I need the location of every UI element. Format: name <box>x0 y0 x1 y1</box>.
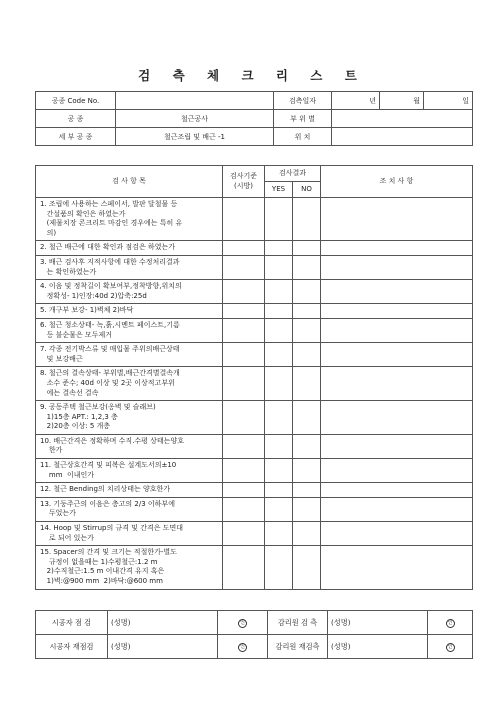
year-field[interactable]: 년 <box>332 92 380 110</box>
checklist-item-line: (제물치장 콘크리트 마감인 경우에는 특히 유 <box>40 219 183 228</box>
location-value[interactable] <box>332 128 473 146</box>
checklist-item-line: 9. 공동주택 철근보강(옹벽 및 슬래브) <box>40 403 156 412</box>
code-label: 공종 Code No. <box>36 92 116 110</box>
no-cell[interactable] <box>293 522 321 546</box>
contractor-check-label: 시공자 점 검 <box>36 611 108 635</box>
no-cell[interactable] <box>293 280 321 304</box>
day-field[interactable]: 일 <box>424 92 473 110</box>
seal-icon: 인 <box>446 619 455 628</box>
yes-cell[interactable] <box>265 367 293 401</box>
standard-cell[interactable] <box>223 198 265 241</box>
checklist-item-text <box>36 459 223 483</box>
standard-cell[interactable] <box>223 367 265 401</box>
yes-cell[interactable] <box>265 255 293 279</box>
no-cell[interactable] <box>293 459 321 483</box>
no-cell[interactable] <box>293 434 321 458</box>
checklist-header-row <box>36 166 473 182</box>
checklist-item-line: 8. 철근의 결속상태- 부위별,배근간격별결속개 <box>40 369 180 378</box>
action-cell[interactable] <box>321 546 473 589</box>
standard-header-line2: (시방) <box>234 181 253 190</box>
supervisor-inspect-name[interactable]: (성명) <box>328 611 428 635</box>
code-value[interactable] <box>116 92 274 110</box>
checklist-item-text <box>36 280 223 304</box>
yes-cell[interactable] <box>265 434 293 458</box>
part-label: 부 위 별 <box>274 110 332 128</box>
action-cell[interactable] <box>321 280 473 304</box>
checklist-item-line: 1)15층 APT.: 1,2,3 층 <box>40 412 118 421</box>
yes-cell[interactable] <box>265 546 293 589</box>
yes-cell[interactable] <box>265 343 293 367</box>
checklist-item-line: 12. 철근 Bending의 치리상태는 양호한가 <box>40 485 170 494</box>
checklist-item-line: 1. 조립에 사용하는 스페이서, 발판 달철물 등 <box>40 200 178 208</box>
page-title: 검 측 체 크 리 스 트 <box>138 68 366 83</box>
checklist-item-text <box>36 367 223 401</box>
checklist-item-text <box>36 304 223 319</box>
signature-row-second <box>36 635 473 659</box>
checklist-row <box>36 497 473 521</box>
checklist-item-text <box>36 318 223 342</box>
checklist-item-line: 4. 이음 및 정착길이 확보여부,정착방향,위치의 <box>40 282 182 291</box>
header-row-trade <box>36 110 473 128</box>
checklist-item-text <box>36 401 223 435</box>
standard-cell[interactable] <box>223 255 265 279</box>
supervisor-inspect-label: 감리원 검 측 <box>268 611 328 635</box>
contractor-recheck-label: 시공자 재점검 <box>36 635 108 659</box>
yes-cell[interactable] <box>265 497 293 521</box>
standard-cell[interactable] <box>223 546 265 589</box>
checklist-item-text <box>36 483 223 498</box>
header-row-subtrade <box>36 128 473 146</box>
yes-cell[interactable] <box>265 280 293 304</box>
checklist-item-line: 2)수직철근:1.5 m 이내간격 유지 혹은 <box>40 567 165 576</box>
supervisor-inspect-seal[interactable] <box>428 611 473 635</box>
standard-cell[interactable] <box>223 280 265 304</box>
checklist-item-text <box>36 497 223 521</box>
standard-cell[interactable] <box>223 304 265 319</box>
subtrade-value[interactable]: 철근조립 및 배근 -1 <box>116 128 274 146</box>
checklist-row <box>36 241 473 256</box>
checklist-item-line: 11. 철근상호간격 및 피복은 설계도서의±10 <box>40 461 177 470</box>
action-cell[interactable] <box>321 343 473 367</box>
trade-label: 공 종 <box>36 110 116 128</box>
yes-cell[interactable] <box>265 401 293 435</box>
yes-cell[interactable] <box>265 459 293 483</box>
checklist-item-line: 1)벽:@900 mm 2)바닥:@600 mm <box>40 577 163 585</box>
no-cell[interactable] <box>293 401 321 435</box>
checklist-item-text <box>36 241 223 256</box>
checklist-item-line: 14. Hoop 및 Stirrup의 규격 및 간격은 도면대 <box>40 524 184 533</box>
checklist-row <box>36 255 473 279</box>
checklist-item-line: 의) <box>40 228 57 237</box>
action-cell[interactable] <box>321 459 473 483</box>
no-cell[interactable] <box>293 367 321 401</box>
contractor-recheck-seal[interactable] <box>218 635 268 659</box>
no-cell[interactable] <box>293 304 321 319</box>
checklist-item-text <box>36 434 223 458</box>
action-cell[interactable] <box>321 255 473 279</box>
inspection-date-label: 검측일자 <box>274 92 332 110</box>
no-cell[interactable] <box>293 546 321 589</box>
signature-row-first <box>36 611 473 635</box>
checklist-item-text <box>36 522 223 546</box>
standard-column-header <box>223 166 265 198</box>
checklist-item-text <box>36 546 223 589</box>
yes-cell[interactable] <box>265 318 293 342</box>
checklist-item-line: 2. 철근 배근에 대한 확인과 점검은 하였는가 <box>40 243 175 252</box>
no-column-header: NO <box>293 182 321 198</box>
checklist-row <box>36 198 473 241</box>
checklist-table <box>35 165 473 590</box>
yes-cell[interactable] <box>265 198 293 241</box>
checklist-item-line: 등 불순물은 모두제거 <box>40 330 112 339</box>
action-cell[interactable] <box>321 304 473 319</box>
checklist-item-line: 두었는가 <box>40 509 76 518</box>
action-cell[interactable] <box>321 367 473 401</box>
checklist-row <box>36 343 473 367</box>
action-cell[interactable] <box>321 434 473 458</box>
standard-cell[interactable] <box>223 483 265 498</box>
standard-cell[interactable] <box>223 241 265 256</box>
standard-cell[interactable] <box>223 459 265 483</box>
checklist-item-line: 7. 각종 전기박스류 및 매입물 주위의배근상태 <box>40 345 180 354</box>
yes-cell[interactable] <box>265 522 293 546</box>
checklist-item-line: 13. 기둥주근의 이음은 층고의 2/3 이하부에 <box>40 499 175 508</box>
trade-value[interactable]: 철근공사 <box>116 110 274 128</box>
action-cell[interactable] <box>321 497 473 521</box>
signature-table <box>35 610 473 659</box>
yes-cell[interactable] <box>265 483 293 498</box>
standard-cell[interactable] <box>223 343 265 367</box>
standard-cell[interactable] <box>223 497 265 521</box>
standard-cell[interactable] <box>223 434 265 458</box>
standard-cell[interactable] <box>223 401 265 435</box>
no-cell[interactable] <box>293 343 321 367</box>
action-cell[interactable] <box>321 483 473 498</box>
header-row-code <box>36 92 473 110</box>
action-cell[interactable] <box>321 522 473 546</box>
no-cell[interactable] <box>293 255 321 279</box>
contractor-recheck-name[interactable]: (성명) <box>108 635 218 659</box>
standard-cell[interactable] <box>223 522 265 546</box>
checklist-row <box>36 522 473 546</box>
checklist-item-line: 규정이 없을때는 1)수평철근:1.2 m <box>40 557 158 566</box>
checklist-body <box>36 198 473 590</box>
contractor-check-name[interactable]: (성명) <box>108 611 218 635</box>
month-field[interactable]: 월 <box>380 92 424 110</box>
checklist-item-line: 10. 배근간격은 정확하며 수직.수평 상태는양호 <box>40 436 184 445</box>
checklist-row <box>36 546 473 589</box>
action-cell[interactable] <box>321 198 473 241</box>
no-cell[interactable] <box>293 198 321 241</box>
checklist-item-line: 는 확인하였는가 <box>40 267 97 276</box>
items-column-header: 검 사 항 목 <box>36 166 223 198</box>
checklist-row <box>36 483 473 498</box>
checklist-item-line: 로 되어 있는가 <box>40 533 94 542</box>
checklist-item-line: 정확성- 1)인장:40d 2)압축:25d <box>40 291 147 300</box>
checklist-item-text <box>36 255 223 279</box>
checklist-item-line: 소수 준수; 40d 이상 및 2곳 이상적고부위 <box>40 378 175 387</box>
part-value[interactable] <box>332 110 473 128</box>
standard-cell[interactable] <box>223 318 265 342</box>
checklist-item-text <box>36 198 223 241</box>
checklist-item-line: 3. 배근 검사후 지적사항에 대한 수정처리결과 <box>40 257 180 266</box>
no-cell[interactable] <box>293 241 321 256</box>
checklist-item-line: 2)20층 이상: 5 개층 <box>40 422 111 431</box>
action-cell[interactable] <box>321 401 473 435</box>
checklist-item-line: 6. 철근 청소상태- 녹,흙,시멘트 페이스트,기름 <box>40 320 180 329</box>
action-column-header: 조 치 사 항 <box>321 166 473 198</box>
checklist-item-line: mm 이내인가 <box>40 470 95 479</box>
seal-icon: 인 <box>238 619 247 628</box>
subtrade-label: 세 부 공 종 <box>36 128 116 146</box>
checklist-row <box>36 367 473 401</box>
checklist-row <box>36 318 473 342</box>
checklist-row <box>36 304 473 319</box>
yes-cell[interactable] <box>265 241 293 256</box>
no-cell[interactable] <box>293 318 321 342</box>
checklist-item-line: 15. Spacer의 간격 및 크기는 적절한가-별도 <box>40 548 177 557</box>
supervisor-reinspect-seal[interactable] <box>428 635 473 659</box>
yes-cell[interactable] <box>265 304 293 319</box>
checklist-row <box>36 280 473 304</box>
checklist-item-line: 한가 <box>40 446 63 455</box>
checklist-row <box>36 459 473 483</box>
header-table <box>35 91 473 146</box>
standard-header-line1: 검사기준 <box>229 171 258 180</box>
action-cell[interactable] <box>321 318 473 342</box>
action-cell[interactable] <box>321 241 473 256</box>
location-label: 위 치 <box>274 128 332 146</box>
checklist-item-line: 에는 결속선 결속 <box>40 388 99 397</box>
checklist-item-line: 및 보강배근 <box>40 354 83 363</box>
yes-column-header: YES <box>265 182 293 198</box>
checklist-item-line: 5. 개구부 보강- 1)벽체 2)바닥 <box>40 306 134 315</box>
no-cell[interactable] <box>293 483 321 498</box>
contractor-check-seal[interactable] <box>218 611 268 635</box>
checklist-row <box>36 401 473 435</box>
result-column-header: 검사결과 <box>265 166 321 182</box>
seal-icon: 인 <box>446 643 455 652</box>
checklist-item-line: 간설품의 확인은 하였는가 <box>40 209 126 218</box>
no-cell[interactable] <box>293 497 321 521</box>
supervisor-reinspect-name[interactable]: (성명) <box>328 635 428 659</box>
seal-icon: 인 <box>238 643 247 652</box>
supervisor-reinspect-label: 감리원 재검측 <box>268 635 328 659</box>
checklist-row <box>36 434 473 458</box>
checklist-item-text <box>36 343 223 367</box>
